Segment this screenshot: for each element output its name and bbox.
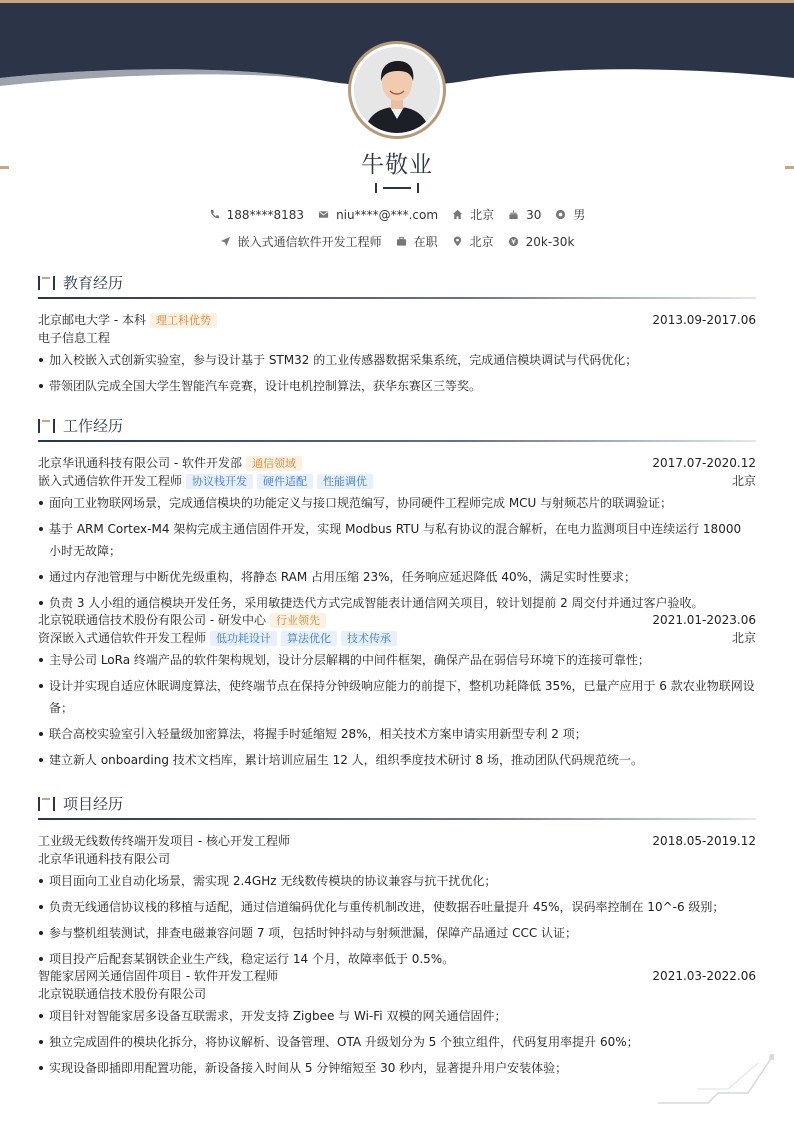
list-item: 加入校嵌入式创新实验室，参与设计基于 STM32 的工业传感器数据采集系统，完成通信模块调试与代码优化； (38, 349, 756, 371)
project-name: 工业级无线数传终端开发项目 - 核心开发工程师 (38, 834, 290, 848)
phone-item: 188****8183 (209, 208, 304, 222)
list-item: 实现设备即插即用配置功能，新设备接入时间从 5 分钟缩短至 30 秒内，显著提升用户安装体验； (38, 1057, 756, 1079)
project-entry (38, 967, 756, 1079)
home-item: 北京 (452, 206, 494, 223)
send-icon (220, 236, 231, 247)
home-icon (452, 209, 463, 220)
section-title: 教育经历 (63, 274, 124, 292)
project-section (38, 793, 756, 1083)
mail-icon (318, 209, 329, 220)
company-name: 北京华讯通科技有限公司 - 软件开发部 (38, 456, 242, 470)
list-item: 设计并实现自适应休眠调度算法，使终端节点在保持分钟级响应能力的前提下，整机功耗降低 35%，已量产应用于 6 款农业物联网设备； (38, 675, 756, 719)
major: 电子信息工程 (38, 331, 111, 345)
school-tag: 理工科优势 (150, 313, 217, 328)
list-item: 主导公司 LoRa 终端产品的软件架构规划，设计分层解耦的中间件框架，确保产品在弱信号环境下的连接可靠性； (38, 649, 756, 671)
list-item: 基于 ARM Cortex-M4 架构完成主通信固件开发，实现 Modbus RTU 与私有协议的混合解析，在电力监测项目中连续运行 18000 小时无故障； (38, 518, 756, 562)
skill-tag: 技术传承 (341, 631, 397, 646)
work-entry (38, 611, 756, 771)
list-item: 负责 3 人小组的通信模块开发任务，采用敏捷迭代方式完成智能表计通信网关项目，较计划提前 2 周交付并通过客户验收。 (38, 592, 756, 614)
work-city: 北京 (731, 631, 756, 645)
work-period: 2021.01-2023.06 (652, 613, 756, 627)
gender-item: 男 (555, 206, 585, 223)
list-item: 独立完成固件的模块化拆分，将协议解析、设备管理、OTA 升级划分为 5 个独立组件，代码复用率提升 60%； (38, 1031, 756, 1053)
list-item: 联合高校实验室引入轻量级加密算法，将握手时延缩短 28%，相关技术方案申请实用新型专利 2 项； (38, 723, 756, 745)
skill-tag: 协议栈开发 (186, 474, 253, 489)
education-section (38, 272, 756, 401)
contact-info (0, 206, 794, 223)
portrait-icon (354, 47, 440, 133)
project-period: 2021.03-2022.06 (652, 969, 756, 983)
work-entry (38, 454, 756, 614)
project-name: 智能家居网关通信固件项目 - 软件开发工程师 (38, 969, 278, 983)
skill-tag: 硬件适配 (257, 474, 313, 489)
education-entry (38, 311, 756, 397)
list-item: 带领团队完成全国大学生智能汽车竞赛，设计电机控制算法，获华东赛区三等奖。 (38, 375, 756, 397)
position-item: 嵌入式通信软件开发工程师 (220, 233, 382, 250)
name-divider (375, 183, 419, 193)
list-item: 负责无线通信协议栈的移植与适配，通过信道编码优化与重传机制改进，使数据吞吐量提升 45%，误码率控制在 10^-6 级别； (38, 896, 756, 918)
school-name: 北京邮电大学 - 本科 (38, 313, 146, 327)
section-marker-icon (38, 419, 56, 433)
job-role: 嵌入式通信软件开发工程师 (38, 474, 183, 488)
briefcase-icon (396, 236, 407, 247)
edu-period: 2013.09-2017.06 (652, 313, 756, 327)
cake-icon (508, 209, 519, 220)
list-item: 面向工业物联网场景，完成通信模块的功能定义与接口规范编写，协同硬件工程师完成 MCU 与射频芯片的联调验证； (38, 492, 756, 514)
age-item: 30 (508, 208, 541, 222)
status-item: 在职 (396, 233, 438, 250)
section-marker-icon (38, 797, 56, 811)
job-intention (0, 233, 794, 250)
project-company: 北京华讯通科技有限公司 (38, 852, 171, 866)
location-icon (452, 236, 463, 247)
city-item: 北京 (452, 233, 494, 250)
candidate-name: 牛敬业 (361, 152, 433, 178)
corner-decoration (658, 1045, 774, 1105)
company-name: 北京锐联通信技术股份有限公司 - 研发中心 (38, 613, 266, 627)
project-company: 北京锐联通信技术股份有限公司 (38, 987, 207, 1001)
list-item: 项目针对智能家居多设备互联需求，开发支持 Zigbee 与 Wi-Fi 双模的网关通信固件； (38, 1005, 756, 1027)
phone-icon (209, 209, 220, 220)
list-item: 项目面向工业自动化场景，需实现 2.4GHz 无线数传模块的协议兼容与抗干扰优化； (38, 870, 756, 892)
job-role: 资深嵌入式通信软件开发工程师 (38, 631, 207, 645)
skill-tag: 性能调优 (317, 474, 373, 489)
salary-icon (508, 236, 519, 247)
list-item: 通过内存池管理与中断优先级重构，将静态 RAM 占用压缩 23%，任务响应延迟降低 40%，满足实时性要求； (38, 566, 756, 588)
list-item: 项目投产后配套某钢铁企业生产线，稳定运行 14 个月，故障率低于 0.5%。 (38, 948, 756, 970)
work-city: 北京 (731, 474, 756, 488)
work-period: 2017.07-2020.12 (652, 456, 756, 470)
email-item: niu****@***.com (318, 208, 438, 222)
work-section (38, 415, 756, 775)
salary-item: 20k-30k (508, 235, 575, 249)
gender-icon (555, 209, 566, 220)
skill-tag: 低功耗设计 (210, 631, 277, 646)
section-marker-icon (38, 276, 56, 290)
avatar (348, 41, 446, 139)
project-period: 2018.05-2019.12 (652, 834, 756, 848)
company-tag: 行业领先 (270, 613, 326, 628)
list-item: 参与整机组装测试，排查电磁兼容问题 7 项，包括时钟抖动与射频泄漏，保障产品通过 CCC 认证； (38, 922, 756, 944)
company-tag: 通信领域 (246, 456, 302, 471)
section-title: 项目经历 (63, 795, 124, 813)
list-item: 建立新人 onboarding 技术文档库，累计培训应届生 12 人，组织季度技术研讨 8 场，推动团队代码规范统一。 (38, 749, 756, 771)
section-title: 工作经历 (63, 417, 124, 435)
project-entry (38, 832, 756, 970)
skill-tag: 算法优化 (281, 631, 337, 646)
